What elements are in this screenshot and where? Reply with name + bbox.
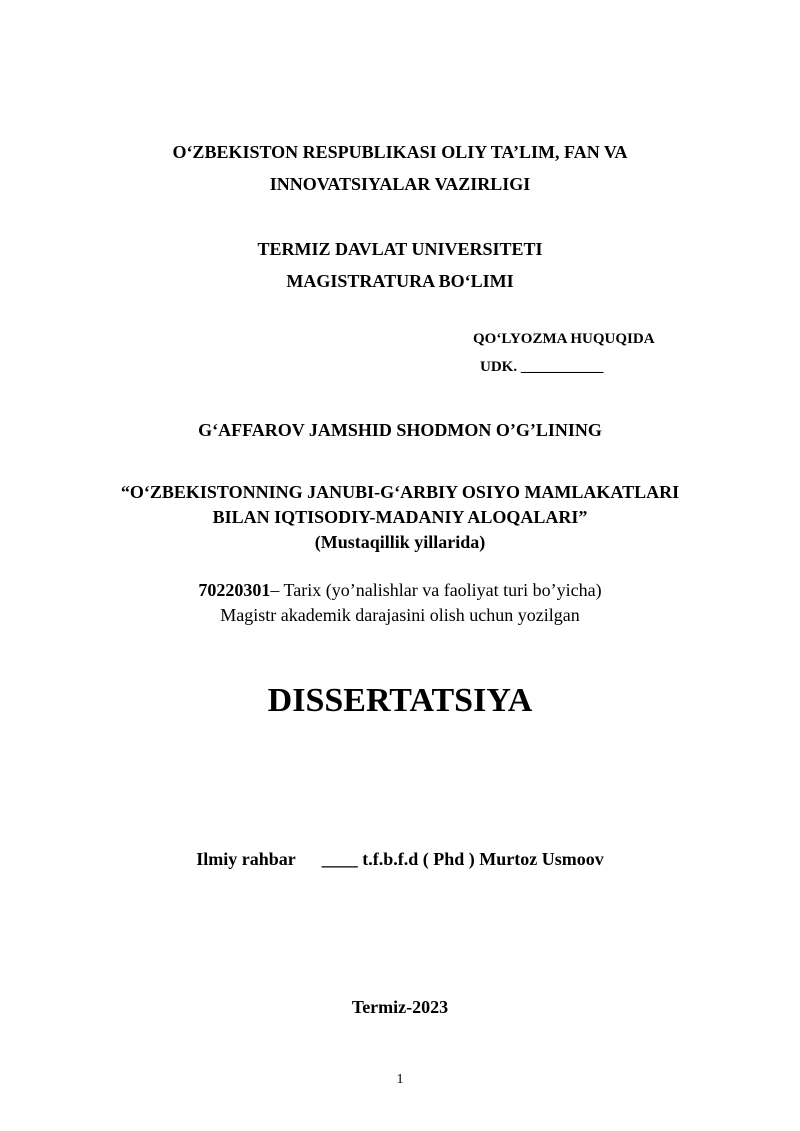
rights-label: QO‘LYOZMA HUQUQIDA [473,331,655,347]
specialty-line [0,580,800,601]
topic-line-1: “O‘ZBEKISTONNING JANUBI-G‘ARBIY OSIYO MAMLAKATLARI [120,482,680,502]
author-name: G‘AFFAROV JAMSHID SHODMON O’G’LINING [198,420,602,440]
city-year: Termiz-2023 [351,997,449,1017]
document-type-title: DISSERTATSIYA [267,682,533,719]
supervisor-value: ____ t.f.b.f.d ( Phd ) Murtoz Usmoov [321,849,604,869]
university-name: TERMIZ DAVLAT UNIVERSITETI [257,239,543,259]
specialty-code: 70220301 [198,580,271,600]
degree-purpose: Magistr akademik darajasini olish uchun yozilgan [220,605,580,625]
specialty-name: – Tarix (yo’nalishlar va faoliyat turi bo’yicha) [270,580,602,600]
supervisor-label: Ilmiy rahbar [196,849,296,869]
topic-line-2: BILAN IQTISODIY-MADANIY ALOQALARI” [212,507,588,527]
ministry-line-2: INNOVATSIYALAR VAZIRLIGI [269,174,531,194]
topic-subtitle: (Mustaqillik yillarida) [314,532,486,552]
page-number: 1 [396,1072,404,1087]
supervisor-line [0,849,800,870]
udk-field: UDK. ___________ [480,359,604,375]
ministry-line-1: O‘ZBEKISTON RESPUBLIKASI OLIY TA’LIM, FAN VA [172,142,628,162]
department-name: MAGISTRATURA BO‘LIMI [286,271,514,291]
